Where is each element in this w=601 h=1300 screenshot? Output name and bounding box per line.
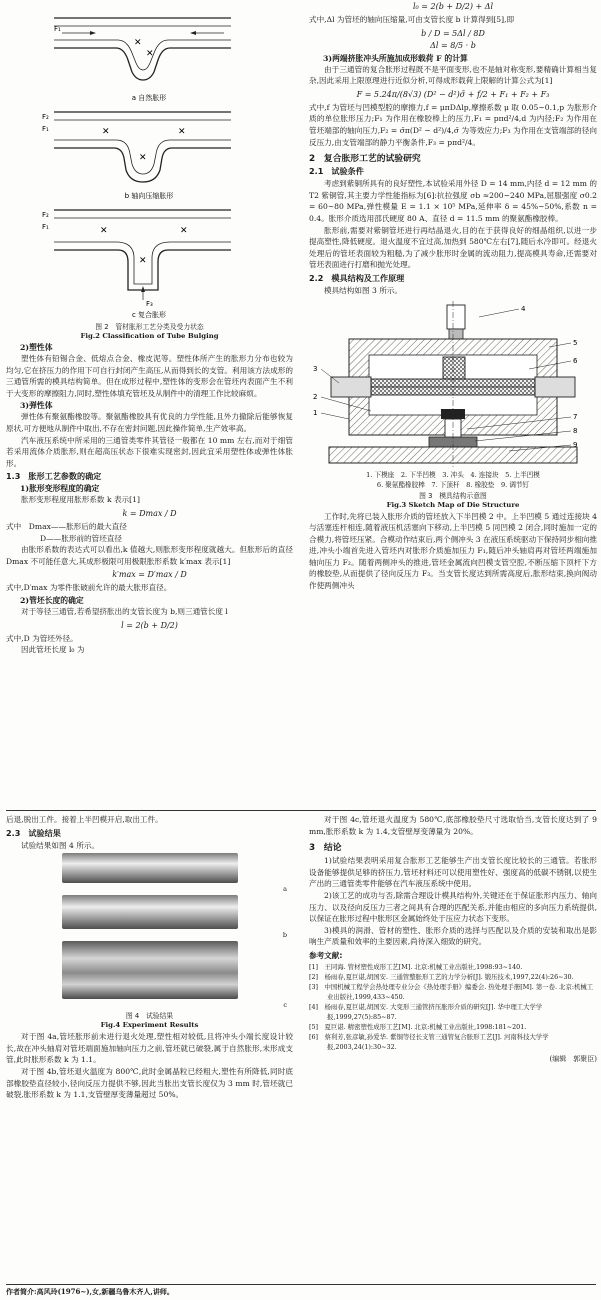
section-divider [6,810,596,811]
callout-4: 4 [521,304,526,313]
fig2-b-label: b 轴向压缩胀形 [124,192,174,200]
para-F-terms: 式中,f 为管坯与凹模型腔的摩擦力,f = μπDΔlp,摩擦系数 μ 取 0.05~0.1,p 为胀形介质的单位胀形压力;F₁ 为作用在橡胶棒上的压力,F₁ = pπd²/4,d 为内径;F₂ 为作用在管坯端部的轴向压力,F₂ = σ̄π(D² − d²)/4,σ̄ 为等效应力;F₃ 为作用在支管端部的径向反压力,由支管端部的静力平衡条件,F₃ = pπd²/4。 [309,102,597,147]
svg-text:✕: ✕ [134,38,142,48]
heading-force: 3)两端挤胀冲头所施加成形载荷 F 的计算 [323,53,468,63]
fig3-legend-line1: 1. 下模座 2. 下半凹模 3. 冲头 4. 连接块 5. 上半凹模 [366,470,540,479]
heading-2-1: 2.1 试验条件 [309,166,364,177]
figure-2-diagram [6,0,293,320]
conclusion-1: 1)试验结果表明采用复合胀形工艺能够生产出支管长度比较长的三通管。若胀形设备能够提供足够的挤压力,管坯材料还可以使用塑性好、强度高的低碳不锈钢,以使生产出的三通管类零件能够在汽车液压系统中使用。 [309,856,597,889]
reference-item: [5] 夏巨谌. 精密塑性成形工艺[M]. 北京:机械工业出版社,1998:181~201. [309,1022,527,1031]
fig2-caption-cn: 图 2 管材胀形工艺分类及受力状态 [95,323,204,331]
svg-text:✕: ✕ [139,153,147,163]
callout-8: 8 [573,426,578,435]
fig4-caption-en: Fig.4 Experiment Results [100,1021,199,1030]
fig4-caption-cn: 图 4 试验结果 [125,1012,174,1021]
figure-3-diagram [309,299,597,469]
conclusion-2: 2)该工艺的成功与否,除需合理设计模具结构外,关键还在于保证胀形内压力、轴向压力、以及径向反压力三者之间具有合理的匹配关系,并能由相应的多向压力系统提供,以保证在胀形过程中胀形区金属始终处于压应力状态下变形。 [309,890,597,924]
para-automotive: 汽车液压系统中所采用的三通管类零件其管径一般都在 10 mm 左右,而对于细管若采用流体介质胀形,则在超高压状态下很难实现密封,因此宜采用塑性体或弹性体胀形。 [6,435,293,468]
svg-text:✕: ✕ [139,256,147,266]
reference-item: [3] 中国机械工程学会热处理专业分会《热处理手册》编委会. 热处理手册[M]. 第一卷. 北京:机械工业出版社,1999,433~450. [309,982,594,1001]
fig2-a-drawing [54,18,231,80]
fig2-c-label: c 复合胀形 [131,311,167,319]
author-info: 作者简介:高风玲(1976~),女,新疆乌鲁木齐人,讲师。 [6,1287,174,1296]
fig2-b-f1: F₁ [42,125,49,133]
svg-text:✕: ✕ [180,226,188,236]
heading-deformation: 1)胀形变形程度的确定 [20,484,100,494]
para-test-conditions: 考虑到紫铜所具有的良好塑性,本试验采用外径 D = 14 mm,内径 d = 12 mm 的 T2 紫铜管,其主要力学性能指标为[6]:抗拉强度 σb ≈200~240 MPa,屈服强度 σ0.2 = 60~80 MPa,弹性模量 E = 1.1 × 10⁵ MPa,延伸率 δ = 45%~50%,系数 n = 0.4。胀形介质选用邵氏硬度 80 A、直径 d = 11.5 mm 的聚氨酯橡胶棒。 [309,179,598,223]
para-result-b: 对于图 4b,管坯退火温度为 800℃,此时金属晶粒已经粗大,塑性有所降低,同时底部橡胶垫直径较小,径向反压力提供不够,因此当胀出支管长度仅为 3 mm 时,管坯就已破裂,胀形系数 k 为 1.1,支管壁厚变薄量超过 50%。 [6,1066,293,1100]
heading-conclusion: 3 结论 [309,843,342,854]
fig2-c-f1: F₁ [42,223,49,231]
fig2-b-drawing [42,112,231,182]
fig4-photo-c [62,941,238,999]
para-continue: 后退,脱出工件。接着上半凹模开启,取出工件。 [6,815,163,824]
left-column-top [6,0,293,656]
fig3-caption-cn: 图 3 模具结构示意图 [419,491,487,500]
equation-b-ratio: b / D = 5Δl / 8D [421,28,485,38]
fig2-c-drawing [42,210,231,308]
heading-2-2: 2.2 模具结构及工作原理 [309,272,405,283]
where-d: D——胀形前的管坯直径 [40,533,123,543]
equation-F: F = 5.24π/(8√3) (D² − d²)σ̄ + f/2 + F₁ + F₂ + F₃ [356,89,550,99]
reference-item: [6] 蔡利芳,张彦敏,孙爱华. 紫铜等径长支管三通管复合胀形工艺[J]. 河南科技大学学报,2003,24(1):30~32. [309,1032,549,1051]
svg-text:✕: ✕ [100,226,108,236]
para-result-c: 对于图 4c,管坯退火温度为 580℃,底部橡胶垫尺寸选取恰当,支管长度达到了 9 mm,胀形系数 k 为 1.4,支管壁厚变薄量为 20%。 [309,815,597,836]
callout-6: 6 [573,356,578,365]
para-annealing: 胀形前,需要对紫铜管坯进行再结晶退火,目的在于获得良好的细晶组织,以进一步提高塑性,降低硬度。退火温度不宜过高,加热到 580℃左右[7],随后水冷即可。经退火处理后的管坯表面较为粗糙,为了减少胀形时金属的流动阻力,提高模具寿命,还需要对管坯表面进行打磨和抛光处理。 [309,225,597,270]
heading-plastic-body: 2)塑性体 [20,343,53,352]
fig2-b-f2: F₂ [42,113,49,121]
heading-2-3: 2.3 试验结果 [6,827,61,838]
references-list [309,962,597,1052]
svg-text:✕: ✕ [102,127,110,137]
fig4-photo-a [62,853,238,883]
heading-tube-length: 2)管坯长度的确定 [20,595,84,605]
para-delta-l: 式中,Δl 为管坯的轴向压缩量,可由支管长度 b 计算得到[5],即 [309,15,515,24]
svg-text:✕: ✕ [146,49,154,59]
fig2-caption-en: Fig.2 Classification of Tube Bulging [80,332,219,340]
fig4-photo-b [62,895,238,929]
heading-elastic-body: 3)弹性体 [20,401,53,411]
editor-note: (编辑 郭聚臣) [549,1054,597,1063]
fig4-label-b: b [282,931,287,940]
fig2-c-f3: F₃ [146,300,153,308]
reference-item: [1] 王同海. 管材塑性成形工艺[M]. 北京:机械工业出版社,1998:93~140. [309,962,523,971]
fig4-label-a: a [283,885,287,894]
equation-l: l = 2(b + D/2) [121,620,178,630]
where-dmax: 式中 Dmax——胀形后的最大直径 [6,521,127,531]
para-elastic: 弹性体有聚氨酯橡胶等。聚氨酯橡胶具有优良的力学性能,且外力撤除后能够恢复原状,可方便地从制件中取出,不存在密封问题,因此操作简单,生产效率高。 [6,412,293,433]
callout-9: 9 [573,440,578,449]
equation-k: k = Dmax / D [122,508,177,518]
fig2-a-label: a 自然胀形 [131,94,167,102]
figure-4-photos [6,853,293,1009]
para-result-a: 对于图 4a,管坯胀形前未进行退火处理,塑性相对较低,且将冲头小端长度设计较长,故在冲头轴肩对管坯端面施加轴向压力之前,管坯就已破裂,属于自然胀形,未形成支管,此时胀形系数 k 为 1.1。 [6,1032,293,1065]
callout-5: 5 [573,338,578,347]
fig3-legend-line2: 6. 聚氨酯橡胶棒 7. 下顶杆 8. 橡胶垫 9. 调节钉 [376,480,530,489]
where-D: 式中,D 为管坯外径。 [6,633,78,643]
callout-2: 2 [313,392,318,401]
left-column-bottom [6,814,293,1101]
where-dmax-prime: 式中,D′max 为零件胀破前允许的最大胀形直径。 [6,583,172,593]
fig3-caption-en: Fig.3 Sketch Map of Die Structure [386,500,520,509]
reference-item: [4] 杨雨春,夏巨谌,胡国安. 大变形三通管挤压胀形介质的研究[J]. 华中理工大学学报,1999,27(5):85~87. [309,1002,543,1021]
references-title: 参考文献: [309,950,343,960]
reference-item: [2] 杨雨春,夏巨谌,胡国安. 三通管整胀形工艺的力学分析[J]. 锻压技术,1997,22(4):26~30. [309,972,574,981]
svg-text:✕: ✕ [178,127,186,137]
para-l0: 因此管坯长度 l₀ 为 [21,645,85,655]
equation-l0: l₀ = 2(b + D/2) + Δl [412,2,494,11]
para-deformation: 胀形变形程度用胀形系数 k 表示[1] [21,495,140,505]
equation-kmax: k′max = D′max / D [112,570,187,580]
fig2-c-f2: F₂ [42,211,49,219]
para-die-ref: 模具结构如图 3 所示。 [324,285,403,295]
para-k-limit: 由胀形系数的表达式可以看出,k 值越大,则胀形变形程度就越大。但胀形后的直径 Dmax 不可能任意大,其成形极限可用极限胀形系数 k′max 表示[1] [6,545,293,566]
equation-delta-l: Δl = 8/5 · b [430,40,476,50]
callout-1: 1 [313,408,318,417]
para-plastic: 塑性体有铅锡合金、低熔点合金、橡皮泥等。塑性体所产生的胀形力分布也较为均匀,它在挤压力的作用下可自行封闭产生高压,从而得到长的支管。利用该方法成形的三通管所需的模具结构简单。但在成形过程中,塑性体的变形会在管坯内表面产生不利于大变形的摩擦阻力,同时,塑性体填充管坯及从制件中的清理工作比较麻烦。 [6,354,293,398]
para-tube-length: 对于等径三通管,若希望挤胀出的支管长度为 b,则三通管长度 l [21,606,228,616]
heading-section-2: 2 复合胀形工艺的试验研究 [309,154,421,165]
callout-3: 3 [313,364,318,373]
heading-1-3: 1.3 胀形工艺参数的确定 [6,471,102,482]
conclusion-3: 3)模具的润滑、管材的塑性、胀形介质的选择与匹配以及介质的安装和取出是影响生产质量和效率的主要因素,尚待深入细致的研究。 [309,925,597,947]
callout-7: 7 [573,412,578,421]
right-column-top [309,0,597,592]
para-results-ref: 试验结果如图 4 所示。 [21,840,100,850]
para-working-principle: 工作时,先将已装入胀形介质的管坯放入下半凹模 2 中。上半凹模 5 通过连接块 4 与活塞连杆相连,随着液压机活塞向下移动,上半凹模 5 同凹模 2 闭合,同时施加一定的合模力,将管坯压紧。合模动作结束后,两个侧冲头 3 在液压系统驱动下保持同步相向推进,冲头小端首先进入管坯内对胀形介质施加压力 F₁,随后冲头轴肩再对管坯两端施加轴向压力 F₂。随着两侧冲头的推进,管坯金属流向凹模支管空腔,不断压缩下顶杆下方的橡胶垫,从而提供了径向反压力 F₃。当支管长度达到所需高度后,胀形结束,换向阀动作使两侧冲头 [309,511,597,591]
para-force: 由于三通管的复合胀形过程既不是平面变形,也不是轴对称变形,要精确计算相当复杂,因此采用上限原理进行近似分析,可得成形载荷上限解的计算公式为[1] [309,64,597,86]
fig2-a-f1: F₁ [54,25,61,33]
fig4-label-c: c [283,1001,287,1010]
footer-divider [6,1284,596,1285]
right-column-bottom [309,814,597,1064]
